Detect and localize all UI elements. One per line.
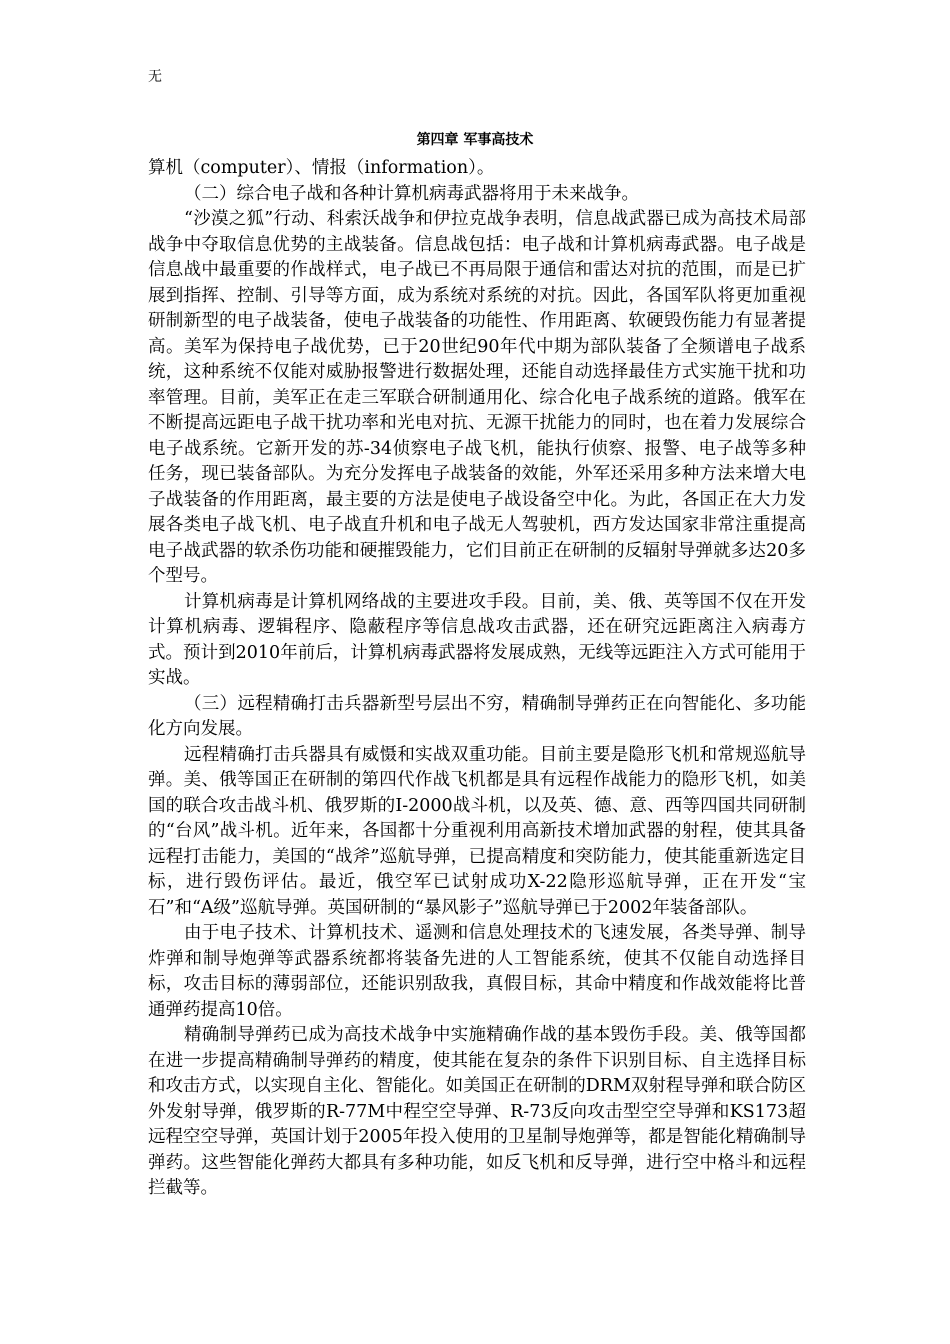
header-corner-text: 无 — [148, 69, 162, 85]
paragraph: 计算机病毒是计算机网络战的主要进攻手段。目前，美、俄、英等国不仅在开发计算机病毒、逻辑程序、隐蔽程序等信息战攻击武器，还在研究远距离注入病毒方式。预计到2010年前后，计算机病毒武器将发展成熟，无线等远距注入方式可能用于实战。 — [148, 591, 806, 688]
paragraph: 远程精确打击兵器具有威慑和实战双重功能。目前主要是隐形飞机和常规巡航导弹。美、俄等国正在研制的第四代作战飞机都是具有远程作战能力的隐形飞机，如美国的联合攻击战斗机、俄罗斯的I-2000战斗机，以及英、德、意、西等四国共同研制的“台风”战斗机。近年来，各国都十分重视利用高新技术增加武器的射程，使其具备远程打击能力，美国的“战斧”巡航导弹，已提高精度和突防能力，使其能重新选定目标，进行毁伤评估。最近，俄空军已试射成功X-22隐形巡航导弹，正在开发“宝石”和“A级”巡航导弹。英国研制的“暴风影子”巡航导弹已于2002年装备部队。 — [148, 744, 806, 918]
paragraph: 算机（computer）、情报（information）。 — [148, 158, 495, 178]
paragraph: 精确制导弹药已成为高技术战争中实施精确作战的基本毁伤手段。美、俄等国都在进一步提高精确制导弹药的精度，使其能在复杂的条件下识别目标、自主选择目标和攻击方式，以实现自主化、智能化。如美国正在研制的DRM双射程导弹和联合防区外发射导弹，俄罗斯的R-77M中程空空导弹、R-73反向攻击型空空导弹和KS173超远程空空导弹，英国计划于2005年投入使用的卫星制导炮弹等，都是智能化精确制导弹药。这些智能化弹药大都具有多种功能，如反飞机和反导弹，进行空中格斗和远程拦截等。 — [148, 1025, 806, 1198]
section-heading: （二）综合电子战和各种计算机病毒武器将用于未来战争。 — [184, 183, 639, 204]
paragraph: “沙漠之狐”行动、科索沃战争和伊拉克战争表明，信息战武器已成为高技术局部战争中夺取信息优势的主战装备。信息战包括：电子战和计算机病毒武器。电子战是信息战中最重要的作战样式，电子战已不再局限于通信和雷达对抗的范围，而是已扩展到指挥、控制、引导等方面，成为系统对系统的对抗。因此，各国军队将更加重视研制新型的电子战装备，使电子战装备的功能性、作用距离、软硬毁伤能力有显著提高。美军为保持电子战优势，已于20世纪90年代中期为部队装备了全频谱电子战系统，这种系统不仅能对威胁报警进行数据处理，还能自动选择最佳方式实施干扰和功率管理。目前，美军正在走三军联合研制通用化、综合化电子战系统的道路。俄军在不断提高远距电子战干扰功率和光电对抗、无源干扰能力的同时，也在着力发展综合电子战系统。它新开发的苏-34侦察电子战飞机，能执行侦察、报警、电子战等多种任务，现已装备部队。为充分发挥电子战装备的效能，外军还采用多种方法来增大电子战装备的作用距离，最主要的方法是使电子战设备空中化。为此，各国正在大力发展各类电子战飞机、电子战直升机和电子战无人驾驶机，西方发达国家非常注重提高电子战武器的软杀伤功能和硬摧毁能力，它们目前正在研制的反辐射导弹就多达20多个型号。 — [148, 209, 806, 586]
document-body — [148, 156, 806, 1202]
chapter-title: 第四章 军事高技术 — [416, 132, 534, 148]
section-heading: （三）远程精确打击兵器新型号层出不穷，精确制导弹药正在向智能化、多功能化方向发展。 — [148, 693, 806, 739]
paragraph: 由于电子技术、计算机技术、遥测和信息处理技术的飞速发展，各类导弹、制导炸弹和制导炮弹等武器系统都将装备先进的人工智能系统，使其不仅能自动选择目标，攻击目标的薄弱部位，还能识别敌我，真假目标，其命中精度和作战效能将比普通弹药提高10倍。 — [148, 923, 806, 1020]
